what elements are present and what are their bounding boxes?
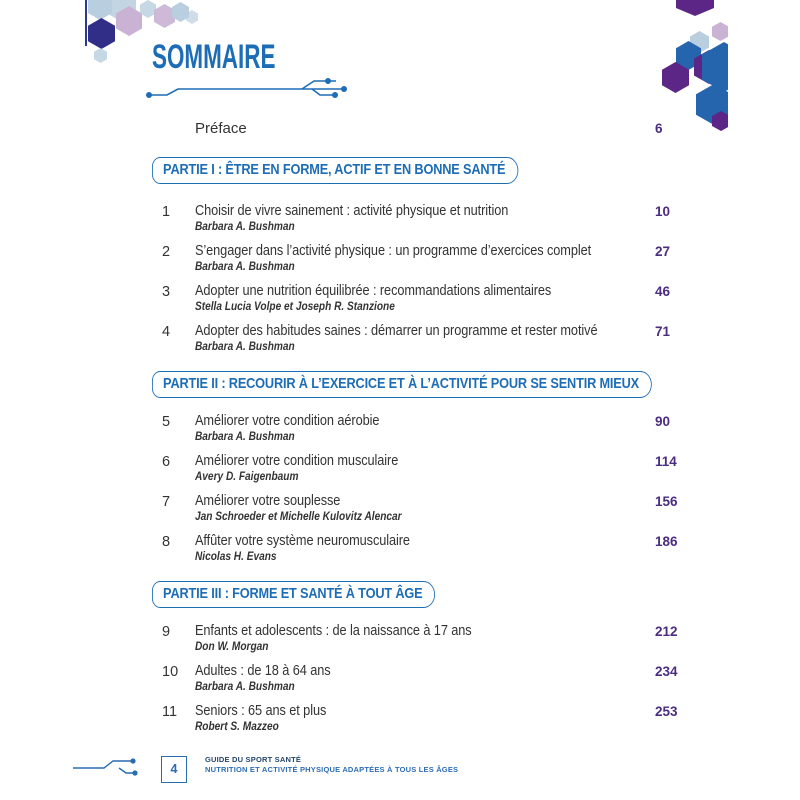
- chapter-title: Seniors : 65 ans et plus: [195, 703, 327, 719]
- hexagon-icon: [712, 22, 728, 41]
- chapter-number: 9: [162, 624, 171, 640]
- hexagon-icon: [88, 18, 115, 49]
- part-header-label: PARTIE I : ÊTRE EN FORME, ACTIF ET EN BONNE SANTÉ: [163, 161, 506, 178]
- chapter-page-number: 10: [655, 204, 671, 219]
- chapter-author: Stella Lucia Volpe et Joseph R. Stanzione: [195, 301, 395, 313]
- preface-page-number: 6: [655, 121, 663, 136]
- chapter-number: 10: [162, 664, 179, 680]
- chapter-title: Améliorer votre souplesse: [195, 493, 341, 509]
- chapter-page-number: 27: [655, 244, 671, 259]
- chapter-author: Barbara A. Bushman: [195, 221, 295, 233]
- chapter-number: 7: [162, 494, 171, 510]
- chapter-page-number: 90: [655, 414, 671, 429]
- hexagon-icon: [94, 48, 107, 63]
- hexagon-icon: [154, 4, 175, 28]
- hexagon-icon: [702, 42, 728, 92]
- footer-book-title: GUIDE DU SPORT SANTÉ: [205, 755, 302, 764]
- circuit-line-footer: [70, 757, 148, 779]
- chapter-title: Adopter des habitudes saines : démarrer un programme et rester motivé: [195, 323, 598, 339]
- chapter-page-number: 186: [655, 534, 678, 549]
- toc-chapter-row: [0, 663, 800, 703]
- chapter-title: Améliorer votre condition musculaire: [195, 453, 399, 469]
- chapter-title: Enfants et adolescents : de la naissance à 17 ans: [195, 623, 472, 639]
- chapter-author: Avery D. Faigenbaum: [195, 471, 299, 483]
- chapter-author: Don W. Morgan: [195, 641, 269, 653]
- toc-chapter-row: [0, 453, 800, 493]
- toc-chapter-row: [0, 203, 800, 243]
- chapter-number: 6: [162, 454, 171, 470]
- toc-chapter-row: [0, 703, 800, 743]
- part-header-1: [152, 157, 518, 184]
- chapter-number: 3: [162, 284, 171, 300]
- circuit-line-vertical: [85, 0, 87, 46]
- chapter-page-number: 212: [655, 624, 678, 639]
- chapter-author: Barbara A. Bushman: [195, 261, 295, 273]
- part-header-2: [152, 371, 652, 398]
- chapter-title: Affûter votre système neuromusculaire: [195, 533, 410, 549]
- toc-chapter-row: [0, 243, 800, 283]
- hexagon-icon: [676, 0, 714, 16]
- toc-chapter-row: [0, 623, 800, 663]
- hexagon-icon: [140, 0, 156, 18]
- part-header-label: PARTIE III : FORME ET SANTÉ À TOUT ÂGE: [163, 585, 423, 602]
- part-header-3: [152, 581, 435, 608]
- footer-page-number: 4: [170, 762, 178, 776]
- chapter-page-number: 46: [655, 284, 671, 299]
- chapter-number: 1: [162, 204, 171, 220]
- footer-book-subtitle: NUTRITION ET ACTIVITÉ PHYSIQUE ADAPTÉES À TOUS LES ÂGES: [205, 765, 459, 774]
- footer-page-box: [161, 756, 187, 783]
- page-title: SOMMAIRE: [152, 38, 276, 76]
- chapter-author: Barbara A. Bushman: [195, 681, 295, 693]
- chapter-number: 11: [162, 704, 178, 720]
- chapter-title: Adultes : de 18 à 64 ans: [195, 663, 331, 679]
- chapter-page-number: 71: [655, 324, 671, 339]
- chapter-author: Barbara A. Bushman: [195, 341, 295, 353]
- chapter-title: Adopter une nutrition équilibrée : recommandations alimentaires: [195, 283, 552, 299]
- chapter-page-number: 114: [655, 454, 677, 469]
- toc-chapter-row: [0, 493, 800, 533]
- chapter-page-number: 234: [655, 664, 678, 679]
- chapter-page-number: 253: [655, 704, 678, 719]
- chapter-title: Choisir de vivre sainement : activité physique et nutrition: [195, 203, 509, 219]
- chapter-author: Nicolas H. Evans: [195, 551, 277, 563]
- hexagon-decoration-top-right: [640, 0, 728, 135]
- chapter-number: 2: [162, 244, 171, 260]
- chapter-number: 8: [162, 534, 171, 550]
- chapter-author: Jan Schroeder et Michelle Kulovitz Alencar: [195, 511, 402, 523]
- toc-chapter-row: [0, 413, 800, 453]
- part-header-label: PARTIE II : RECOURIR À L’EXERCICE ET À L’ACTIVITÉ POUR SE SENTIR MIEUX: [163, 375, 640, 392]
- toc-chapter-row: [0, 283, 800, 323]
- chapter-author: Barbara A. Bushman: [195, 431, 295, 443]
- chapter-author: Robert S. Mazzeo: [195, 721, 279, 733]
- preface-label: Préface: [195, 120, 247, 137]
- chapter-title: Améliorer votre condition aérobie: [195, 413, 380, 429]
- chapter-number: 5: [162, 414, 171, 430]
- chapter-page-number: 156: [655, 494, 678, 509]
- toc-preface-row: [0, 120, 800, 160]
- toc-chapter-row: [0, 533, 800, 573]
- chapter-number: 4: [162, 324, 171, 340]
- toc-chapter-row: [0, 323, 800, 363]
- circuit-line-header: [140, 74, 352, 102]
- chapter-title: S’engager dans l’activité physique : un programme d’exercices complet: [195, 243, 592, 259]
